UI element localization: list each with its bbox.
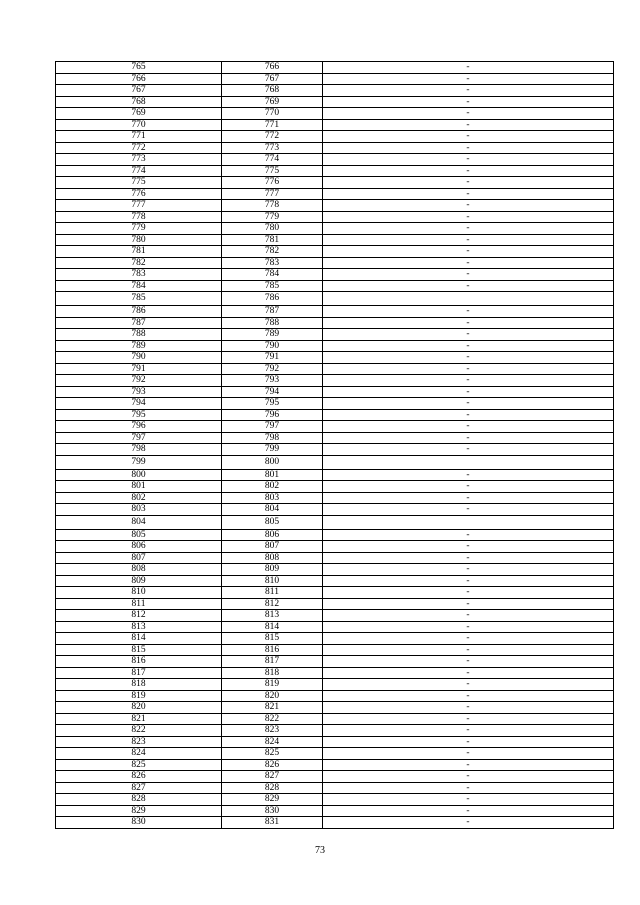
cell-col-1: 775 — [56, 177, 222, 189]
cell-col-1: 794 — [56, 398, 222, 410]
table-row — [56, 188, 614, 200]
cell-col-1: 804 — [56, 515, 222, 529]
cell-col-1: 791 — [56, 363, 222, 375]
cell-col-3: - — [323, 108, 614, 120]
cell-col-1: 792 — [56, 375, 222, 387]
cell-col-3: - — [323, 211, 614, 223]
table-row — [56, 85, 614, 97]
cell-col-3: - — [323, 306, 614, 318]
cell-col-3: - — [323, 492, 614, 504]
cell-col-3: - — [323, 363, 614, 375]
cell-col-1: 779 — [56, 223, 222, 235]
table-row — [56, 817, 614, 829]
cell-col-2: 828 — [222, 782, 323, 794]
cell-col-2: 768 — [222, 85, 323, 97]
table-row — [56, 504, 614, 516]
cell-col-1: 829 — [56, 805, 222, 817]
table-row — [56, 211, 614, 223]
table-row — [56, 306, 614, 318]
cell-col-1: 781 — [56, 246, 222, 258]
cell-col-3: - — [323, 725, 614, 737]
cell-col-2: 783 — [222, 257, 323, 269]
table-body — [56, 62, 614, 829]
table-row — [56, 386, 614, 398]
cell-col-3: - — [323, 667, 614, 679]
table-row — [56, 667, 614, 679]
cell-col-2: 791 — [222, 352, 323, 364]
cell-col-1: 766 — [56, 73, 222, 85]
cell-col-2: 784 — [222, 269, 323, 281]
cell-col-2: 809 — [222, 564, 323, 576]
cell-col-1: 826 — [56, 771, 222, 783]
cell-col-3: - — [323, 679, 614, 691]
cell-col-1: 830 — [56, 817, 222, 829]
table-row — [56, 317, 614, 329]
cell-col-3: - — [323, 73, 614, 85]
cell-col-3 — [323, 455, 614, 469]
table-row — [56, 492, 614, 504]
data-table — [55, 61, 614, 829]
table-row — [56, 610, 614, 622]
table-row — [56, 771, 614, 783]
table-row — [56, 96, 614, 108]
cell-col-1: 785 — [56, 292, 222, 306]
cell-col-3: - — [323, 280, 614, 292]
table-row — [56, 154, 614, 166]
table-row — [56, 421, 614, 433]
table-row — [56, 455, 614, 469]
cell-col-3: - — [323, 257, 614, 269]
cell-col-3: - — [323, 432, 614, 444]
table-row — [56, 165, 614, 177]
cell-col-1: 820 — [56, 702, 222, 714]
cell-col-3: - — [323, 529, 614, 541]
cell-col-2: 792 — [222, 363, 323, 375]
cell-col-2: 779 — [222, 211, 323, 223]
cell-col-2: 815 — [222, 633, 323, 645]
cell-col-1: 807 — [56, 552, 222, 564]
cell-col-1: 802 — [56, 492, 222, 504]
table-row — [56, 564, 614, 576]
cell-col-2: 812 — [222, 598, 323, 610]
cell-col-1: 799 — [56, 455, 222, 469]
table-row — [56, 200, 614, 212]
cell-col-2: 810 — [222, 575, 323, 587]
cell-col-2: 777 — [222, 188, 323, 200]
cell-col-1: 805 — [56, 529, 222, 541]
cell-col-1: 811 — [56, 598, 222, 610]
cell-col-2: 821 — [222, 702, 323, 714]
cell-col-1: 768 — [56, 96, 222, 108]
cell-col-1: 800 — [56, 469, 222, 481]
cell-col-3: - — [323, 444, 614, 456]
cell-col-2: 793 — [222, 375, 323, 387]
cell-col-2: 822 — [222, 713, 323, 725]
cell-col-2: 818 — [222, 667, 323, 679]
cell-col-3: - — [323, 409, 614, 421]
cell-col-2: 808 — [222, 552, 323, 564]
table-row — [56, 529, 614, 541]
cell-col-2: 816 — [222, 644, 323, 656]
cell-col-1: 822 — [56, 725, 222, 737]
cell-col-1: 808 — [56, 564, 222, 576]
cell-col-3: - — [323, 598, 614, 610]
cell-col-2: 817 — [222, 656, 323, 668]
cell-col-3: - — [323, 352, 614, 364]
cell-col-3: - — [323, 62, 614, 74]
cell-col-3: - — [323, 85, 614, 97]
cell-col-3: - — [323, 154, 614, 166]
cell-col-1: 809 — [56, 575, 222, 587]
cell-col-2: 766 — [222, 62, 323, 74]
cell-col-3: - — [323, 177, 614, 189]
cell-col-1: 788 — [56, 329, 222, 341]
table-row — [56, 541, 614, 553]
table-row — [56, 621, 614, 633]
cell-col-1: 783 — [56, 269, 222, 281]
cell-col-2: 801 — [222, 469, 323, 481]
cell-col-2: 802 — [222, 481, 323, 493]
cell-col-2: 794 — [222, 386, 323, 398]
cell-col-1: 771 — [56, 131, 222, 143]
table-row — [56, 515, 614, 529]
table-row — [56, 805, 614, 817]
table-row — [56, 62, 614, 74]
table-row — [56, 587, 614, 599]
cell-col-1: 797 — [56, 432, 222, 444]
cell-col-3: - — [323, 421, 614, 433]
table-row — [56, 177, 614, 189]
table-row — [56, 142, 614, 154]
table-row — [56, 552, 614, 564]
cell-col-3: - — [323, 469, 614, 481]
cell-col-1: 816 — [56, 656, 222, 668]
cell-col-1: 825 — [56, 759, 222, 771]
cell-col-1: 790 — [56, 352, 222, 364]
table-row — [56, 409, 614, 421]
cell-col-2: 787 — [222, 306, 323, 318]
cell-col-2: 831 — [222, 817, 323, 829]
cell-col-3: - — [323, 317, 614, 329]
cell-col-3: - — [323, 633, 614, 645]
cell-col-3: - — [323, 541, 614, 553]
cell-col-1: 772 — [56, 142, 222, 154]
cell-col-1: 818 — [56, 679, 222, 691]
cell-col-1: 828 — [56, 794, 222, 806]
cell-col-3: - — [323, 575, 614, 587]
cell-col-1: 821 — [56, 713, 222, 725]
cell-col-1: 801 — [56, 481, 222, 493]
cell-col-2: 795 — [222, 398, 323, 410]
cell-col-1: 817 — [56, 667, 222, 679]
cell-col-2: 774 — [222, 154, 323, 166]
table-row — [56, 375, 614, 387]
cell-col-1: 798 — [56, 444, 222, 456]
table-row — [56, 633, 614, 645]
cell-col-3: - — [323, 375, 614, 387]
table-row — [56, 702, 614, 714]
cell-col-1: 823 — [56, 736, 222, 748]
cell-col-2: 781 — [222, 234, 323, 246]
cell-col-3: - — [323, 246, 614, 258]
cell-col-1: 795 — [56, 409, 222, 421]
cell-col-3: - — [323, 200, 614, 212]
cell-col-3: - — [323, 690, 614, 702]
cell-col-1: 784 — [56, 280, 222, 292]
cell-col-1: 777 — [56, 200, 222, 212]
cell-col-1: 813 — [56, 621, 222, 633]
cell-col-2: 776 — [222, 177, 323, 189]
cell-col-3: - — [323, 564, 614, 576]
cell-col-2: 811 — [222, 587, 323, 599]
table-row — [56, 748, 614, 760]
cell-col-2: 820 — [222, 690, 323, 702]
cell-col-3: - — [323, 131, 614, 143]
cell-col-2: 771 — [222, 119, 323, 131]
table-row — [56, 782, 614, 794]
table-row — [56, 736, 614, 748]
cell-col-1: 789 — [56, 340, 222, 352]
table-row — [56, 223, 614, 235]
cell-col-2: 805 — [222, 515, 323, 529]
table-row — [56, 131, 614, 143]
cell-col-2: 782 — [222, 246, 323, 258]
cell-col-3: - — [323, 481, 614, 493]
cell-col-2: 807 — [222, 541, 323, 553]
cell-col-3: - — [323, 96, 614, 108]
cell-col-2: 797 — [222, 421, 323, 433]
cell-col-3: - — [323, 188, 614, 200]
cell-col-3: - — [323, 587, 614, 599]
cell-col-3: - — [323, 234, 614, 246]
page-number: 73 — [315, 845, 325, 856]
cell-col-2: 789 — [222, 329, 323, 341]
cell-col-3: - — [323, 329, 614, 341]
cell-col-1: 810 — [56, 587, 222, 599]
table-row — [56, 644, 614, 656]
cell-col-3: - — [323, 713, 614, 725]
cell-col-2: 800 — [222, 455, 323, 469]
cell-col-1: 769 — [56, 108, 222, 120]
cell-col-1: 770 — [56, 119, 222, 131]
cell-col-2: 773 — [222, 142, 323, 154]
cell-col-3: - — [323, 644, 614, 656]
table-row — [56, 329, 614, 341]
cell-col-2: 803 — [222, 492, 323, 504]
table-row — [56, 398, 614, 410]
cell-col-3: - — [323, 340, 614, 352]
cell-col-2: 829 — [222, 794, 323, 806]
cell-col-3 — [323, 515, 614, 529]
cell-col-1: 787 — [56, 317, 222, 329]
cell-col-1: 778 — [56, 211, 222, 223]
table-row — [56, 234, 614, 246]
cell-col-1: 786 — [56, 306, 222, 318]
cell-col-2: 819 — [222, 679, 323, 691]
cell-col-3: - — [323, 759, 614, 771]
cell-col-1: 824 — [56, 748, 222, 760]
table-row — [56, 246, 614, 258]
table-row — [56, 598, 614, 610]
table-row — [56, 257, 614, 269]
cell-col-2: 767 — [222, 73, 323, 85]
cell-col-1: 812 — [56, 610, 222, 622]
table-row — [56, 656, 614, 668]
cell-col-3: - — [323, 771, 614, 783]
cell-col-3: - — [323, 805, 614, 817]
cell-col-2: 806 — [222, 529, 323, 541]
cell-col-3: - — [323, 398, 614, 410]
cell-col-3: - — [323, 223, 614, 235]
cell-col-1: 819 — [56, 690, 222, 702]
cell-col-1: 765 — [56, 62, 222, 74]
cell-col-3: - — [323, 782, 614, 794]
cell-col-2: 780 — [222, 223, 323, 235]
cell-col-1: 780 — [56, 234, 222, 246]
cell-col-3: - — [323, 817, 614, 829]
cell-col-3: - — [323, 656, 614, 668]
cell-col-1: 773 — [56, 154, 222, 166]
cell-col-3: - — [323, 794, 614, 806]
cell-col-2: 804 — [222, 504, 323, 516]
cell-col-1: 767 — [56, 85, 222, 97]
table-row — [56, 794, 614, 806]
table-row — [56, 292, 614, 306]
table-row — [56, 269, 614, 281]
cell-col-3: - — [323, 142, 614, 154]
cell-col-2: 825 — [222, 748, 323, 760]
cell-col-2: 813 — [222, 610, 323, 622]
cell-col-3: - — [323, 119, 614, 131]
cell-col-3: - — [323, 552, 614, 564]
table-row — [56, 759, 614, 771]
cell-col-1: 803 — [56, 504, 222, 516]
cell-col-2: 798 — [222, 432, 323, 444]
cell-col-2: 830 — [222, 805, 323, 817]
cell-col-3: - — [323, 269, 614, 281]
table-row — [56, 432, 614, 444]
cell-col-3: - — [323, 621, 614, 633]
cell-col-2: 823 — [222, 725, 323, 737]
cell-col-2: 826 — [222, 759, 323, 771]
table-row — [56, 280, 614, 292]
table-row — [56, 725, 614, 737]
cell-col-2: 788 — [222, 317, 323, 329]
cell-col-3: - — [323, 386, 614, 398]
cell-col-2: 775 — [222, 165, 323, 177]
cell-col-3: - — [323, 165, 614, 177]
cell-col-2: 790 — [222, 340, 323, 352]
cell-col-2: 824 — [222, 736, 323, 748]
table-row — [56, 119, 614, 131]
cell-col-3: - — [323, 504, 614, 516]
table-row — [56, 73, 614, 85]
cell-col-2: 785 — [222, 280, 323, 292]
cell-col-1: 793 — [56, 386, 222, 398]
cell-col-1: 806 — [56, 541, 222, 553]
cell-col-3 — [323, 292, 614, 306]
cell-col-2: 796 — [222, 409, 323, 421]
cell-col-3: - — [323, 748, 614, 760]
cell-col-2: 814 — [222, 621, 323, 633]
cell-col-1: 774 — [56, 165, 222, 177]
cell-col-2: 769 — [222, 96, 323, 108]
table-row — [56, 469, 614, 481]
cell-col-1: 815 — [56, 644, 222, 656]
table-row — [56, 575, 614, 587]
cell-col-2: 799 — [222, 444, 323, 456]
cell-col-2: 827 — [222, 771, 323, 783]
table-row — [56, 363, 614, 375]
table-row — [56, 481, 614, 493]
table-row — [56, 340, 614, 352]
cell-col-1: 796 — [56, 421, 222, 433]
table-row — [56, 108, 614, 120]
table-row — [56, 679, 614, 691]
table-row — [56, 713, 614, 725]
cell-col-1: 776 — [56, 188, 222, 200]
cell-col-2: 770 — [222, 108, 323, 120]
cell-col-1: 827 — [56, 782, 222, 794]
cell-col-2: 772 — [222, 131, 323, 143]
cell-col-3: - — [323, 736, 614, 748]
cell-col-2: 786 — [222, 292, 323, 306]
cell-col-3: - — [323, 702, 614, 714]
cell-col-3: - — [323, 610, 614, 622]
table-row — [56, 352, 614, 364]
cell-col-1: 782 — [56, 257, 222, 269]
table-row — [56, 690, 614, 702]
cell-col-2: 778 — [222, 200, 323, 212]
table-row — [56, 444, 614, 456]
cell-col-1: 814 — [56, 633, 222, 645]
